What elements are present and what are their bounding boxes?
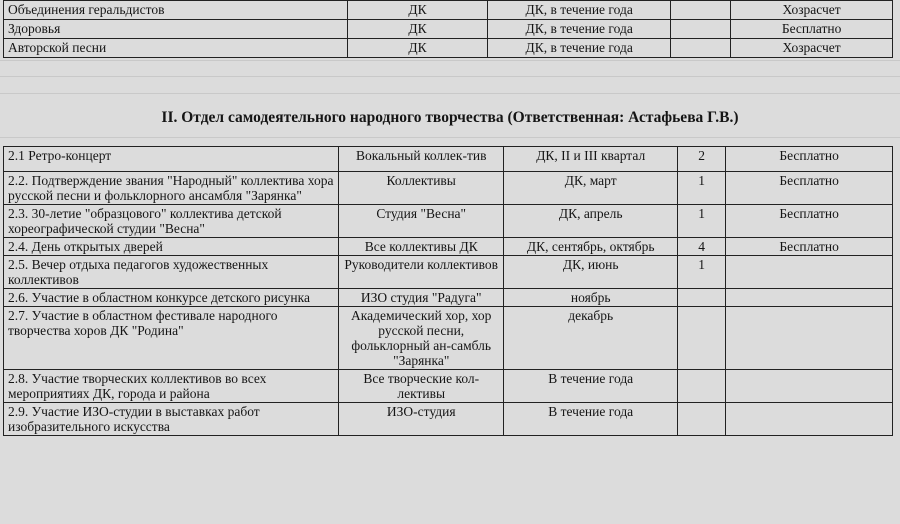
club-place-time: ДК, в течение года <box>488 39 671 58</box>
club-organizer: ДК <box>347 20 487 39</box>
events-table <box>3 146 893 436</box>
event-place-time: декабрь <box>504 307 677 370</box>
club-name: Авторской песни <box>4 39 348 58</box>
table-row <box>4 403 893 436</box>
event-title: 2.8. Участие творческих коллективов во всех мероприятиях ДК, города и района <box>4 370 339 403</box>
table-row <box>4 205 893 238</box>
table-row <box>4 370 893 403</box>
event-payment <box>726 403 893 436</box>
event-participants: ИЗО-студия <box>338 403 504 436</box>
club-name: Здоровья <box>4 20 348 39</box>
event-count <box>677 307 725 370</box>
table-row <box>4 172 893 205</box>
table-row <box>4 20 893 39</box>
club-place-time: ДК, в течение года <box>488 20 671 39</box>
event-title: 2.3. 30-летие "образцового" коллектива детской хореографической студии "Весна" <box>4 205 339 238</box>
section-heading: II. Отдел самодеятельного народного творчества (Ответственная: Астафьева Г.В.) <box>161 109 739 126</box>
table-row <box>4 39 893 58</box>
event-count: 2 <box>677 147 725 172</box>
table-row <box>4 1 893 20</box>
event-payment <box>726 289 893 307</box>
table-row <box>4 238 893 256</box>
event-place-time: ДК, июнь <box>504 256 677 289</box>
club-organizer: ДК <box>347 1 487 20</box>
event-participants: Академический хор, хор русской песни, фольклорный ан-самбль "Зарянка" <box>338 307 504 370</box>
table-row <box>4 256 893 289</box>
club-place-time: ДК, в течение года <box>488 1 671 20</box>
table-row <box>4 147 893 172</box>
event-payment: Бесплатно <box>726 147 893 172</box>
event-participants: Все коллективы ДК <box>338 238 504 256</box>
event-place-time: В течение года <box>504 403 677 436</box>
event-payment: Бесплатно <box>726 238 893 256</box>
event-place-time: ДК, II и III квартал <box>504 147 677 172</box>
club-payment: Хозрасчет <box>731 1 893 20</box>
club-name: Объединения геральдистов <box>4 1 348 20</box>
event-participants: Вокальный коллек-тив <box>338 147 504 172</box>
event-title: 2.4. День открытых дверей <box>4 238 339 256</box>
event-count: 1 <box>677 256 725 289</box>
event-title: 2.9. Участие ИЗО-студии в выставках работ изобразительного искусства <box>4 403 339 436</box>
event-count <box>677 370 725 403</box>
club-count <box>671 20 731 39</box>
event-count <box>677 289 725 307</box>
bleed-through-line <box>0 93 900 94</box>
event-title: 2.7. Участие в областном фестивале народного творчества хоров ДК "Родина" <box>4 307 339 370</box>
club-organizer: ДК <box>347 39 487 58</box>
club-count <box>671 39 731 58</box>
club-count <box>671 1 731 20</box>
event-place-time: В течение года <box>504 370 677 403</box>
event-participants: Руководители коллективов <box>338 256 504 289</box>
bleed-through-line <box>0 60 900 61</box>
event-title: 2.1 Ретро-концерт <box>4 147 339 172</box>
event-participants: Студия "Весна" <box>338 205 504 238</box>
event-payment: Бесплатно <box>726 205 893 238</box>
event-place-time: ноябрь <box>504 289 677 307</box>
event-payment <box>726 256 893 289</box>
event-participants: Все творческие кол-лективы <box>338 370 504 403</box>
table-row <box>4 307 893 370</box>
club-payment: Хозрасчет <box>731 39 893 58</box>
event-payment <box>726 307 893 370</box>
event-payment <box>726 370 893 403</box>
bleed-through-line <box>0 137 900 138</box>
bleed-through-line <box>0 76 900 77</box>
event-title: 2.2. Подтверждение звания "Народный" коллектива хора русской песни и фольклорного ансамбля "Зарянка" <box>4 172 339 205</box>
event-title: 2.5. Вечер отдыха педагогов художественных коллективов <box>4 256 339 289</box>
club-payment: Бесплатно <box>731 20 893 39</box>
event-place-time: ДК, сентябрь, октябрь <box>504 238 677 256</box>
event-count <box>677 403 725 436</box>
event-place-time: ДК, апрель <box>504 205 677 238</box>
event-payment: Бесплатно <box>726 172 893 205</box>
event-participants: Коллективы <box>338 172 504 205</box>
event-place-time: ДК, март <box>504 172 677 205</box>
event-count: 1 <box>677 205 725 238</box>
clubs-table <box>3 0 893 58</box>
event-participants: ИЗО студия "Радуга" <box>338 289 504 307</box>
event-count: 4 <box>677 238 725 256</box>
event-count: 1 <box>677 172 725 205</box>
table-row <box>4 289 893 307</box>
event-title: 2.6. Участие в областном конкурсе детского рисунка <box>4 289 339 307</box>
